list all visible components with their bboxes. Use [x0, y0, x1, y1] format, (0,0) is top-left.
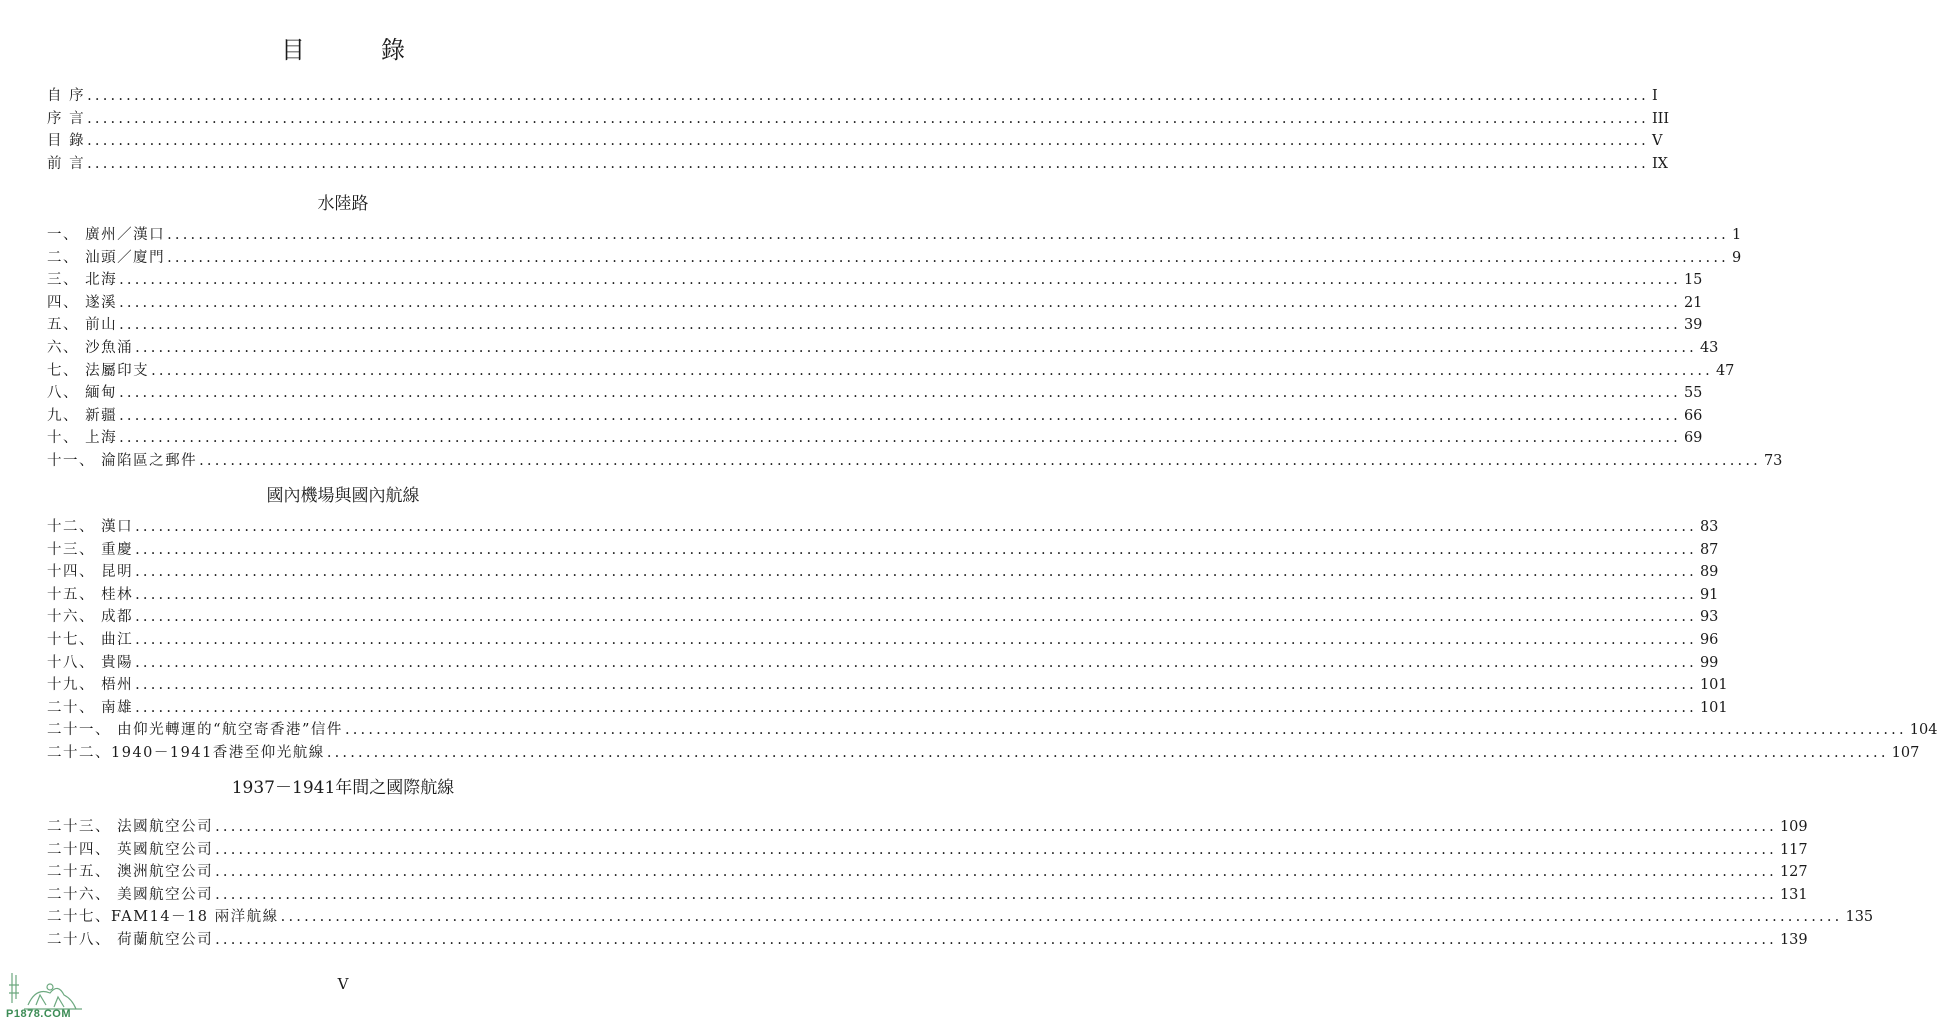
- toc-entry-page-number: 107: [1891, 744, 1920, 761]
- toc-entry-title: 二十五、 澳洲航空公司: [47, 864, 214, 881]
- dot-leader: ........................................................................................................................................................................................................: [87, 110, 1649, 127]
- dot-leader: ........................................................................................................................................................................................................: [215, 931, 1777, 948]
- toc-entry: [47, 405, 1703, 428]
- toc-entry-page-number: 96: [1699, 631, 1719, 648]
- toc-entry-title: 十三、 重慶: [47, 541, 134, 558]
- toc-entry: [47, 337, 1719, 360]
- toc-entry-page-number: 43: [1699, 339, 1719, 356]
- toc-entry-page-number: 66: [1683, 407, 1703, 424]
- toc-entry: [47, 861, 1808, 884]
- dot-leader: ........................................................................................................................................................................................................: [280, 909, 1843, 926]
- dot-leader: ........................................................................................................................................................................................................: [135, 564, 1697, 581]
- toc-entry-page-number: 93: [1699, 609, 1719, 626]
- toc-entry-title: 十四、 昆明: [47, 564, 134, 581]
- dot-leader: ........................................................................................................................................................................................................: [215, 864, 1777, 881]
- toc-entry-title: 十六、 成都: [47, 609, 134, 626]
- dot-leader: ........................................................................................................................................................................................................: [199, 452, 1761, 469]
- dot-leader: ........................................................................................................................................................................................................: [344, 722, 1907, 739]
- toc-entry-page-number: 135: [1845, 909, 1874, 926]
- toc-entry-page-number: 139: [1779, 931, 1808, 948]
- toc-entry-title: 二、 汕頭／廈門: [47, 249, 166, 266]
- dot-leader: ........................................................................................................................................................................................................: [167, 227, 1729, 243]
- dot-leader: ........................................................................................................................................................................................................: [135, 631, 1697, 648]
- toc-entry-title: 八、 緬甸: [47, 385, 118, 402]
- section-international-routes: [0, 776, 686, 800]
- toc-entry-page-number: 83: [1699, 519, 1719, 535]
- toc-entry-page-number: IX: [1651, 155, 1668, 172]
- dot-leader: ........................................................................................................................................................................................................: [167, 249, 1729, 266]
- section-entries: [47, 224, 1783, 473]
- dot-leader: ........................................................................................................................................................................................................: [326, 744, 1889, 761]
- dot-leader: ........................................................................................................................................................................................................: [135, 519, 1697, 535]
- toc-entry-page-number: 127: [1779, 864, 1808, 881]
- page-title: 目 錄: [281, 36, 431, 64]
- toc-entry-title: 二十二、1940－1941香港至仰光航線: [47, 744, 325, 761]
- dot-leader: ........................................................................................................................................................................................................: [215, 886, 1777, 903]
- toc-entry-page-number: 47: [1715, 362, 1735, 379]
- toc-entry-page-number: 109: [1779, 819, 1808, 835]
- toc-entry: [47, 906, 1874, 929]
- toc-entry-title: 七、 法屬印支: [47, 362, 150, 379]
- toc-entry-title: 十九、 梧州: [47, 677, 134, 694]
- toc-entry-page-number: 117: [1779, 841, 1808, 858]
- dot-leader: ........................................................................................................................................................................................................: [215, 819, 1777, 835]
- toc-entry-title: 十一、 淪陷區之郵件: [47, 452, 198, 469]
- dot-leader: ........................................................................................................................................................................................................: [119, 407, 1681, 424]
- toc-entry-title: 十七、 曲江: [47, 631, 134, 648]
- toc-entry: [47, 697, 1728, 720]
- toc-entry-page-number: 91: [1699, 586, 1719, 603]
- toc-entry-title: 自 序: [47, 88, 86, 104]
- toc-entry: [47, 516, 1719, 539]
- dot-leader: ........................................................................................................................................................................................................: [119, 294, 1681, 311]
- toc-entry-title: 前 言: [47, 155, 86, 172]
- toc-entry: [47, 539, 1719, 562]
- toc-entry: [47, 652, 1719, 675]
- dot-leader: ........................................................................................................................................................................................................: [215, 841, 1777, 858]
- toc-entry-page-number: 9: [1731, 249, 1742, 266]
- toc-entry: [47, 360, 1735, 383]
- toc-entry-title: 六、 沙魚涌: [47, 339, 134, 356]
- toc-entry-title: 二十八、 荷蘭航空公司: [47, 931, 214, 948]
- dot-leader: ........................................................................................................................................................................................................: [135, 699, 1697, 716]
- toc-entry: [47, 742, 1920, 765]
- toc-entry-title: 五、 前山: [47, 317, 118, 334]
- toc-entry-title: 十、 上海: [47, 430, 118, 447]
- toc-entry-page-number: 101: [1699, 699, 1728, 716]
- toc-entry: [47, 130, 1663, 153]
- toc-entry: [47, 929, 1808, 952]
- toc-entry: [47, 719, 1937, 742]
- toc-entry: [47, 108, 1670, 131]
- toc-entry-title: 九、 新疆: [47, 407, 118, 424]
- toc-entry-page-number: 101: [1699, 677, 1728, 694]
- toc-entry: [47, 816, 1808, 839]
- toc-entry: [47, 561, 1719, 584]
- toc-entry-page-number: 89: [1699, 564, 1719, 581]
- toc-entry-title: 三、 北海: [47, 272, 118, 289]
- toc-entry: [47, 292, 1703, 315]
- dot-leader: ........................................................................................................................................................................................................: [87, 133, 1649, 150]
- toc-entry-title: 十五、 桂林: [47, 586, 134, 603]
- toc-entry-title: 序 言: [47, 110, 86, 127]
- toc-entry: [47, 85, 1658, 108]
- toc-entry-title: 二十四、 英國航空公司: [47, 841, 214, 858]
- toc-entry: [47, 247, 1742, 270]
- toc-entry-title: 目 錄: [47, 133, 86, 150]
- dot-leader: ........................................................................................................................................................................................................: [135, 339, 1697, 356]
- toc-entry-title: 二十三、 法國航空公司: [47, 819, 214, 835]
- page-number: V: [337, 975, 349, 993]
- section-heading: 國內機場與國內航線: [266, 486, 420, 506]
- toc-entry-page-number: 69: [1683, 430, 1703, 447]
- dot-leader: ........................................................................................................................................................................................................: [119, 385, 1681, 402]
- watermark-text: P1878.COM: [6, 1008, 72, 1020]
- section-entries: [47, 516, 1937, 765]
- section-entries: [47, 816, 1874, 952]
- toc-entry-page-number: 87: [1699, 541, 1719, 558]
- toc-entry-title: 二十一、 由仰光轉運的“航空寄香港”信件: [47, 722, 343, 739]
- dot-leader: ........................................................................................................................................................................................................: [87, 155, 1649, 172]
- toc-entry: [47, 584, 1719, 607]
- toc-entry: [47, 382, 1703, 405]
- dot-leader: ........................................................................................................................................................................................................: [135, 586, 1697, 603]
- section-water-land-routes: [0, 192, 686, 216]
- toc-entry: [47, 314, 1703, 337]
- toc-entry: [47, 153, 1668, 176]
- toc-entry-page-number: 1: [1731, 227, 1742, 243]
- toc-entry-page-number: 39: [1683, 317, 1703, 334]
- toc-entry-title: 十八、 貴陽: [47, 654, 134, 671]
- toc-entry: [47, 629, 1719, 652]
- section-heading: 水陸路: [317, 194, 369, 214]
- toc-entry-title: 二十、 南雄: [47, 699, 134, 716]
- toc-entry: [47, 839, 1808, 862]
- toc-entry-page-number: III: [1651, 110, 1670, 127]
- toc-entry-page-number: 15: [1683, 272, 1703, 289]
- toc-entry-title: 一、 廣州／漢口: [47, 227, 166, 243]
- toc-entry-title: 二十六、 美國航空公司: [47, 886, 214, 903]
- dot-leader: ........................................................................................................................................................................................................: [135, 609, 1697, 626]
- toc-entry: [47, 269, 1703, 292]
- front-matter-list: [47, 85, 1670, 175]
- toc-entry: [47, 450, 1783, 473]
- toc-entry-page-number: 73: [1763, 452, 1783, 469]
- dot-leader: ........................................................................................................................................................................................................: [119, 272, 1681, 289]
- dot-leader: ........................................................................................................................................................................................................: [135, 541, 1697, 558]
- dot-leader: ........................................................................................................................................................................................................: [135, 677, 1697, 694]
- toc-entry: [47, 674, 1728, 697]
- toc-entry-page-number: 104: [1909, 722, 1937, 739]
- toc-entry-page-number: V: [1651, 133, 1663, 150]
- toc-entry: [47, 224, 1742, 247]
- dot-leader: ........................................................................................................................................................................................................: [119, 430, 1681, 447]
- dot-leader: ........................................................................................................................................................................................................: [119, 317, 1681, 334]
- toc-entry: [47, 427, 1703, 450]
- toc-entry-page-number: 55: [1683, 385, 1703, 402]
- dot-leader: ........................................................................................................................................................................................................: [87, 88, 1649, 104]
- dot-leader: ........................................................................................................................................................................................................: [135, 654, 1697, 671]
- dot-leader: ........................................................................................................................................................................................................: [151, 362, 1713, 379]
- toc-entry-page-number: 131: [1779, 886, 1808, 903]
- toc-entry-title: 四、 遂溪: [47, 294, 118, 311]
- toc-entry-page-number: 21: [1683, 294, 1703, 311]
- toc-entry: [47, 606, 1719, 629]
- toc-entry-title: 十二、 漢口: [47, 519, 134, 535]
- section-heading: 1937－1941年間之國際航線: [231, 778, 455, 798]
- section-domestic-airports: [0, 484, 686, 508]
- toc-entry-page-number: 99: [1699, 654, 1719, 671]
- toc-entry-page-number: I: [1651, 88, 1658, 104]
- toc-entry: [47, 884, 1808, 907]
- toc-entry-title: 二十七、FAM14－18 兩洋航線: [47, 909, 279, 926]
